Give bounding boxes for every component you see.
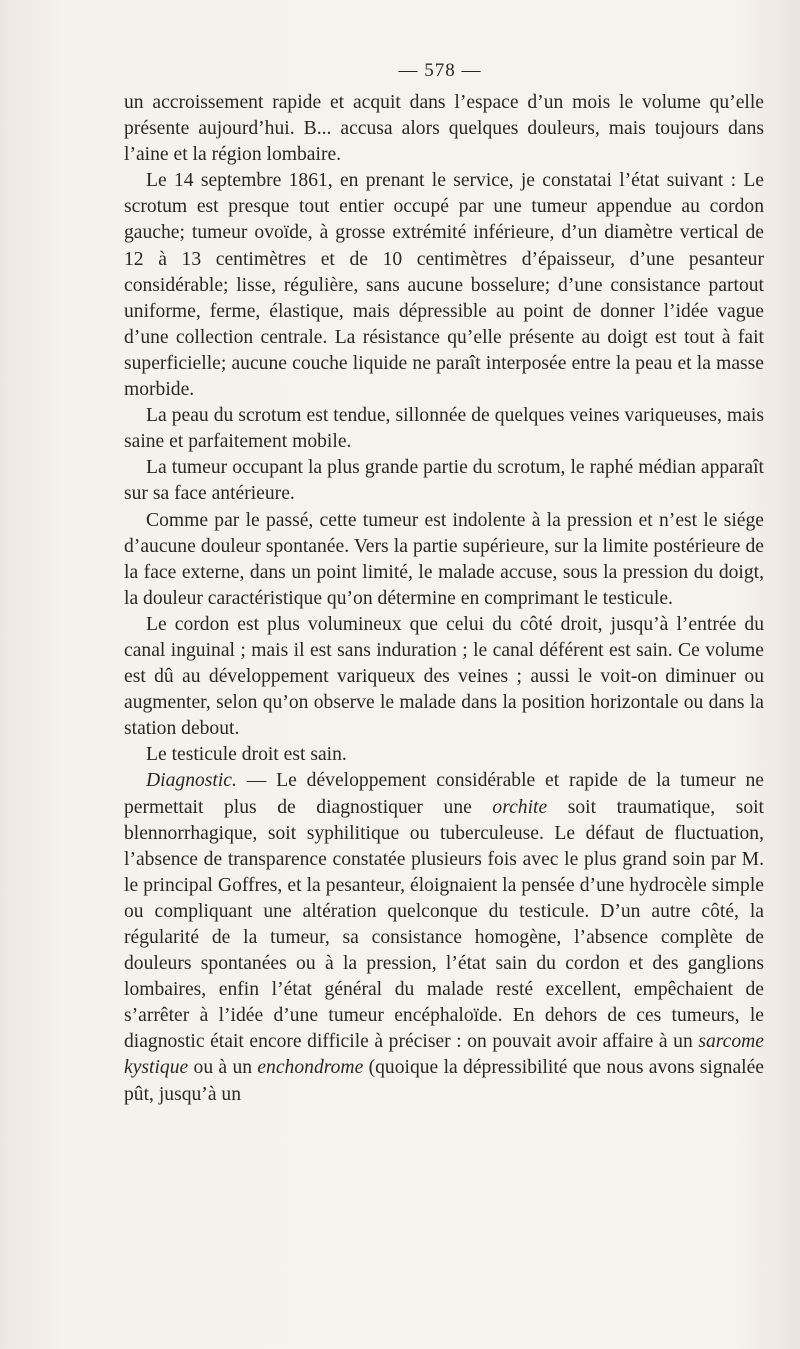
diagnostic-text: soit traumatique, soit blennorrhagique, soit syphilitique ou tuberculeuse. Le défaut de fluctuation, l’absence de transparence constatée plusieurs fois avec le plus grand soin par M. le principal Goffres, et la pesanteur, éloignaient la pensée d’une hydrocèle simple ou compliquant une altération quelconque du testicule. D’un autre côté, la régularité de la tumeur, sa consistance homogène, l’absence complète de douleurs spontanées ou à la pression, l’état sain du cordon et des ganglions lombaires, enfin l’état général du malade resté excellent, empêchaient de s’arrêter à l’idée d’une tumeur encéphaloïde. En dehors de ces tumeurs, le diagnostic était encore difficile à préciser : on pouvait avoir affaire à un [124, 796, 764, 1053]
body-text [124, 90, 764, 1108]
diagnostic-heading: Diagnostic. [146, 770, 237, 792]
paragraph: La tumeur occupant la plus grande partie du scrotum, le raphé médian apparaît sur sa face antérieure. [124, 457, 764, 505]
paragraph: Le cordon est plus volumineux que celui du côté droit, jusqu’à l’entrée du canal inguinal ; mais il est sans induration ; le canal déférent est sain. Ce volume est dû au développement variqueux des veines ; aussi le voit-on diminuer ou augmenter, selon qu’on observe le malade dans la position horizontale ou dans la station debout. [124, 613, 764, 740]
diagnostic-text: ou à un [188, 1057, 258, 1079]
paragraph: Comme par le passé, cette tumeur est indolente à la pression et n’est le siége d’aucune douleur spontanée. Vers la partie supérieure, sur la limite postérieure de la face externe, dans un point limité, le malade accuse, sous la pression du doigt, la douleur caractéristique qu’on détermine en comprimant le testicule. [124, 509, 764, 609]
italic-term: enchondrome [257, 1057, 364, 1079]
italic-term: orchite [492, 796, 548, 818]
diagnostic-text: — Le développement considérable et rapide de la tumeur ne permettait plus de diagnostiquer une [124, 770, 764, 818]
diagnostic-paragraph [124, 768, 764, 1107]
page-number: — 578 — [398, 60, 482, 81]
paragraph: Le testicule droit est sain. [146, 744, 347, 766]
diagnostic-text: (quoique la dépressibilité que nous avons signalée pût, jusqu’à un [124, 1057, 764, 1105]
paragraph: un accroissement rapide et acquit dans l’espace d’un mois le volume qu’elle présente aujourd’hui. B... accusa alors quelques douleurs, mais toujours dans l’aine et la région lombaire. [124, 92, 764, 166]
paragraph: Le 14 septembre 1861, en prenant le service, je constatai l’état suivant : Le scrotum est presque tout entier occupé par une tumeur appendue au cordon gauche; tumeur ovoïde, à grosse extrémité inférieure, d’un diamètre vertical de 12 à 13 centimètres et de 10 centimètres d’épaisseur, d’une pesanteur considérable; lisse, régulière, sans aucune bosselure; d’une consistance partout uniforme, ferme, élastique, mais dépressible au point de donner l’idée vague d’une collection centrale. La résistance qu’elle présente au doigt est tout à fait superficielle; aucune couche liquide ne paraît interposée entre la peau et la masse morbide. [124, 170, 764, 401]
paragraph: La peau du scrotum est tendue, sillonnée de quelques veines variqueuses, mais saine et parfaitement mobile. [124, 405, 764, 453]
italic-term: sarcome kystique [124, 1031, 764, 1079]
